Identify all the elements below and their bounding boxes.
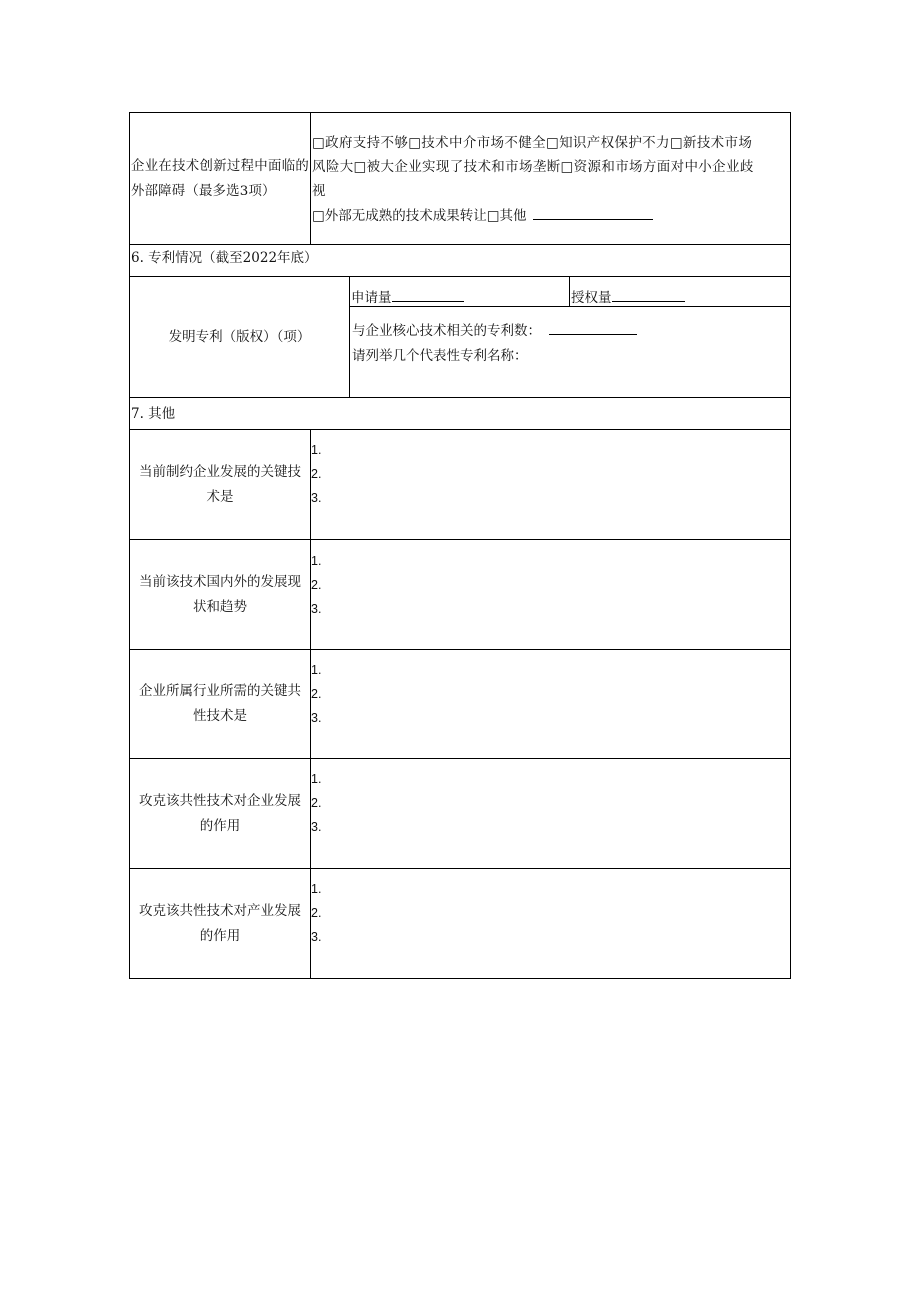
- column-divider: [310, 112, 311, 245]
- other-row-label: [130, 759, 310, 868]
- applied-count-field[interactable]: [351, 286, 464, 310]
- answer-area[interactable]: [325, 542, 787, 646]
- list-item-number: 3.: [311, 930, 322, 944]
- other-row-label-line1: 当前该技术国内外的发展现: [139, 573, 301, 590]
- barriers-options-line2[interactable]: 风险大□被大企业实现了技术和市场垄断□资源和市场方面对中小企业歧: [312, 159, 754, 175]
- other-row-label: [130, 869, 310, 978]
- table-bottom-border: [129, 978, 791, 979]
- other-row-label: [130, 430, 310, 539]
- other-row-label-line2: 状和趋势: [193, 598, 247, 615]
- barriers-label: [130, 113, 310, 244]
- core-patent-count-field[interactable]: [352, 319, 637, 343]
- other-row-label-line2: 术是: [206, 488, 234, 505]
- granted-count-field[interactable]: [571, 286, 685, 310]
- core-patent-blank-line[interactable]: [549, 320, 637, 335]
- other-row-label-line1: 攻克该共性技术对企业发展: [139, 792, 301, 809]
- list-item-number: 3.: [311, 711, 322, 725]
- list-item-number: 3.: [311, 820, 322, 834]
- list-item-number: 2.: [311, 467, 322, 481]
- row-divider: [129, 397, 791, 398]
- table-right-border: [790, 112, 791, 979]
- column-divider: [569, 276, 570, 307]
- other-blank-line[interactable]: [533, 205, 653, 220]
- list-item-number: 3.: [311, 491, 322, 505]
- patent-label: [130, 277, 349, 397]
- applied-label: 申请量: [351, 290, 392, 306]
- list-item-number: 1.: [311, 882, 322, 896]
- other-row-label: [130, 650, 310, 758]
- list-item-number: 2.: [311, 578, 322, 592]
- answer-area[interactable]: [325, 652, 787, 755]
- patent-label-text: 发明专利（版权）（项）: [168, 328, 311, 345]
- other-row-label-line2: 的作用: [199, 817, 241, 834]
- other-row-label-line1: 攻克该共性技术对产业发展: [139, 902, 301, 919]
- answer-area[interactable]: [325, 432, 787, 536]
- list-item-number: 1.: [311, 554, 322, 568]
- section-7-title: 7. 其他: [131, 406, 176, 422]
- list-item-number: 2.: [311, 796, 322, 810]
- applied-blank-line[interactable]: [392, 287, 464, 302]
- other-row-label-line2: 的作用: [199, 927, 241, 944]
- other-row-label-line1: 当前制约企业发展的关键技: [139, 463, 301, 480]
- representative-patents-label: 请列举几个代表性专利名称：: [352, 348, 528, 364]
- list-item-number: 1.: [311, 443, 322, 457]
- section-6-title: 6. 专利情况（截至2022年底）: [131, 250, 318, 266]
- granted-blank-line[interactable]: [612, 287, 685, 302]
- other-row-label-line2: 性技术是: [193, 708, 247, 724]
- barriers-options-line3: 视: [312, 183, 326, 199]
- row-divider: [129, 244, 791, 245]
- list-item-number: 2.: [311, 687, 322, 701]
- answer-area[interactable]: [325, 761, 787, 865]
- barriers-label-text: 企业在技术创新过程中面临的外部障碍（最多选3项）: [131, 158, 309, 199]
- barriers-options-line1[interactable]: □政府支持不够□技术中介市场不健全□知识产权保护不力□新技术市场: [312, 135, 753, 151]
- other-row-label-line1: 企业所属行业所需的关键共: [139, 683, 301, 699]
- list-item-number: 3.: [311, 602, 322, 616]
- list-item-number: 2.: [311, 906, 322, 920]
- granted-label: 授权量: [571, 290, 612, 306]
- list-item-number: 1.: [311, 772, 322, 786]
- core-patent-label: 与企业核心技术相关的专利数：: [352, 323, 541, 339]
- list-item-number: 1.: [311, 663, 322, 677]
- barriers-options-line4[interactable]: [312, 204, 653, 228]
- other-row-label: [130, 540, 310, 649]
- barriers-options-line4-text: □外部无成熟的技术成果转让□其他: [312, 208, 527, 224]
- column-divider: [349, 276, 350, 398]
- answer-area[interactable]: [325, 871, 787, 975]
